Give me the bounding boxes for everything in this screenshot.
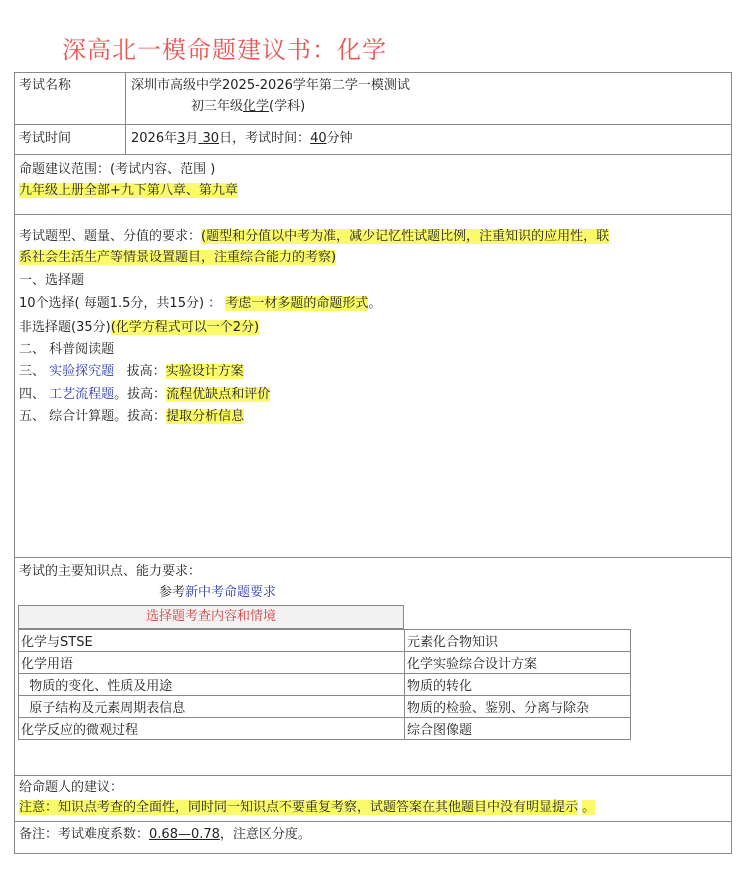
- exam-name-line1: 深圳市高级中学2025-2026学年第二学一模测试: [131, 78, 410, 93]
- table-row: [19, 652, 631, 674]
- scope-label: 命题建议范围：(考试内容、范围 ): [19, 162, 216, 177]
- table-row: [19, 718, 631, 740]
- table-header: 选择题考查内容和情境: [18, 605, 404, 629]
- table-cell: 物质的变化、性质及用途: [19, 674, 405, 696]
- remark: 备注：考试难度系数：0.68—0.78，注意区分度。: [19, 827, 311, 842]
- page-title: 深高北一模命题建议书：化学: [62, 36, 387, 64]
- proposal-form: [14, 72, 732, 854]
- knowledge-label: 考试的主要知识点、能力要求：: [19, 564, 202, 579]
- item-choice-detail: 10个选择( 每题1.5分，共15分) ： 考虑一材多题的命题形式。: [19, 296, 382, 311]
- reference-link[interactable]: 新中考命题要求: [185, 585, 277, 600]
- row-divider: [15, 557, 731, 558]
- table-cell: 物质的转化: [405, 674, 631, 696]
- exam-name-label: 考试名称: [19, 78, 72, 93]
- table-cell: 化学与STSE: [19, 630, 405, 652]
- item-experiment: 三、 实验探究题 拔高：实验设计方案: [19, 364, 244, 379]
- row-divider: [15, 821, 731, 822]
- exam-name-line2: 初三年级化学(学科): [191, 99, 306, 114]
- table-row: [19, 696, 631, 718]
- table-cell: 化学实验综合设计方案: [405, 652, 631, 674]
- row-divider: [15, 214, 731, 215]
- table-cell: 元素化合物知识: [405, 630, 631, 652]
- table-cell: 综合图像题: [405, 718, 631, 740]
- table-cell: 化学用语: [19, 652, 405, 674]
- item-process: 四、 工艺流程题。拔高：流程优缺点和评价: [19, 387, 271, 402]
- row-divider: [15, 154, 731, 155]
- table-cell: 化学反应的微观过程: [19, 718, 405, 740]
- knowledge-table: [18, 629, 631, 740]
- requirements-label: 考试题型、题量、分值的要求：(题型和分值以中考为准，减少记忆性试题比例，注重知识的应用性，联: [19, 229, 610, 244]
- advice-note: 注意：知识点考查的全面性，同时同一知识点不要重复考察，试题答案在其他题目中没有明显提示 。: [19, 800, 596, 815]
- scope-value: 九年级上册全部+九下第八章、第九章: [19, 183, 238, 198]
- item-nonchoice: 非选择题(35分)(化学方程式可以一个2分): [19, 320, 260, 335]
- table-row: [19, 674, 631, 696]
- advice-label: 给命题人的建议：: [19, 780, 124, 795]
- row-divider: [15, 124, 731, 125]
- item-choice: 一、选择题: [19, 273, 85, 288]
- table-cell: 原子结构及元素周期表信息: [19, 696, 405, 718]
- column-divider: [125, 73, 126, 154]
- requirements-note: 系社会生活生产等情景设置题目，注重综合能力的考察): [19, 250, 337, 265]
- item-reading: 二、 科普阅读题: [19, 342, 115, 357]
- table-cell: 物质的检验、鉴别、分离与除杂: [405, 696, 631, 718]
- table-row: [19, 630, 631, 652]
- exam-time-label: 考试时间: [19, 131, 72, 146]
- exam-time-value: 2026年3月 30日，考试时间：40分钟: [131, 131, 353, 146]
- reference-line: 参考新中考命题要求: [159, 585, 277, 600]
- item-calculation: 五、 综合计算题。拔高：提取分析信息: [19, 409, 245, 424]
- row-divider: [15, 775, 731, 776]
